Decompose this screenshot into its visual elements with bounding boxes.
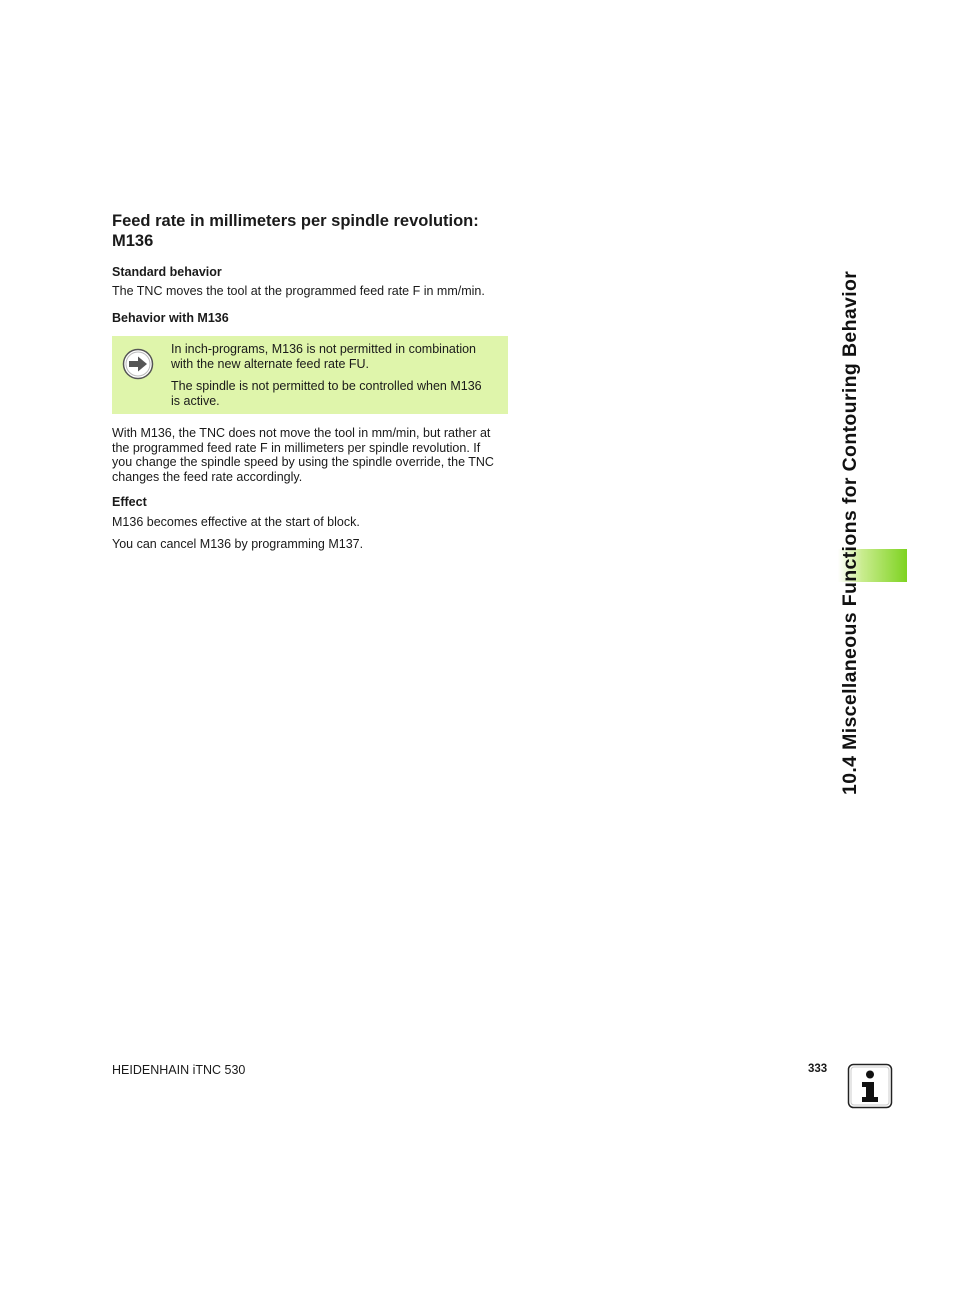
note-box [112, 336, 508, 414]
heading-line-1: Feed rate in millimeters per spindle revolution: [112, 212, 479, 230]
effect-text-2: You can cancel M136 by programming M137. [112, 537, 364, 551]
effect-text-1: M136 becomes effective at the start of block. [112, 515, 360, 529]
heading-line-2: M136 [112, 232, 154, 250]
effect-title: Effect [112, 495, 147, 509]
standard-behavior-text: The TNC moves the tool at the programmed feed rate F in mm/min. [112, 284, 485, 298]
body-paragraph [112, 426, 512, 484]
behavior-m136-title: Behavior with M136 [112, 311, 229, 325]
note-p2-line-1: The spindle is not permitted to be controlled when M136 [171, 379, 482, 393]
note-paragraph-2 [171, 379, 501, 408]
standard-behavior-title: Standard behavior [112, 265, 222, 279]
body-line-4: changes the feed rate accordingly. [112, 469, 303, 484]
info-icon [847, 1063, 893, 1109]
footer-product: HEIDENHAIN iTNC 530 [112, 1063, 246, 1077]
note-paragraph-1 [171, 342, 501, 371]
body-line-3: you change the spindle speed by using the spindle override, the TNC [112, 455, 494, 469]
page-number: 333 [808, 1063, 828, 1075]
note-p1-line-2: with the new alternate feed rate FU. [171, 356, 370, 371]
body-line-1: With M136, the TNC does not move the tool in mm/min, but rather at [112, 426, 491, 440]
note-p1-line-1: In inch-programs, M136 is not permitted in combination [171, 342, 477, 356]
arrow-right-icon [122, 348, 154, 380]
chapter-side-title: 10.4 Miscellaneous Functions for Contouring Behavior [839, 270, 861, 795]
note-p2-line-2: is active. [171, 393, 220, 408]
page-heading [112, 211, 532, 251]
body-line-2: the programmed feed rate F in millimeters per spindle revolution. If [112, 440, 481, 455]
